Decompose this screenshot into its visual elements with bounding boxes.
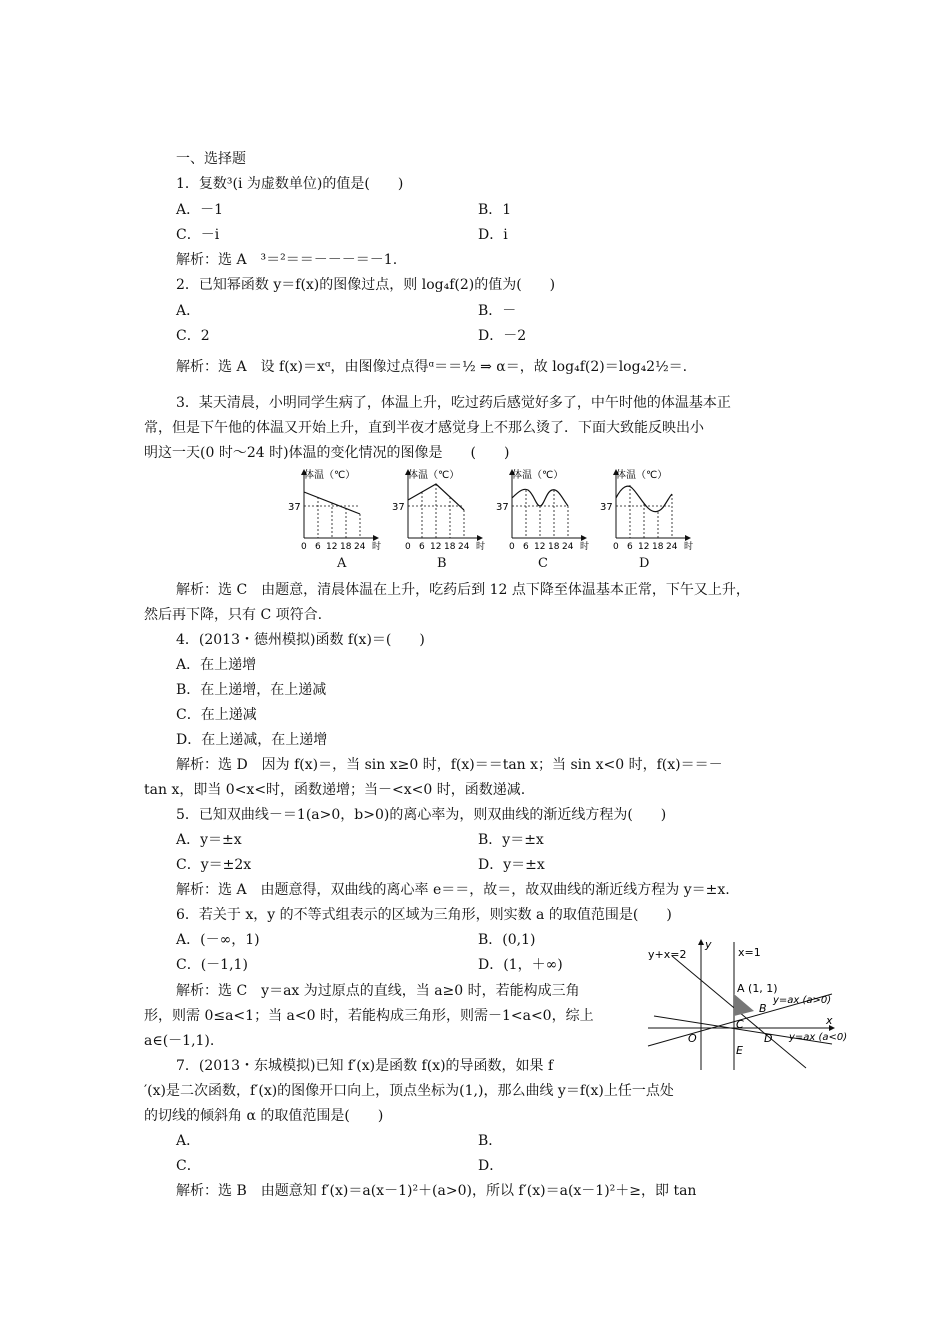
- q3-solution-2: 然后再下降，只有 C 项符合.: [144, 607, 323, 623]
- q1-option-c: C．－i: [176, 227, 220, 243]
- graph-c: [496, 468, 589, 552]
- graph-a-y-tick: 37: [288, 502, 301, 513]
- svg-text:0: 0: [405, 542, 411, 552]
- svg-text:37: 37: [600, 502, 613, 513]
- svg-text:24: 24: [666, 542, 678, 552]
- q6-point-c: C: [736, 1018, 744, 1031]
- svg-text:24: 24: [458, 542, 470, 552]
- q6-option-c: C．(－1,1): [176, 957, 248, 973]
- q4-solution-1: 解析：选 D 因为 f(x)＝，当 sin x≥0 时，f(x)＝＝tan x；当 sin x<0 时，f(x)＝＝－: [176, 757, 723, 773]
- q6-point-e: E: [736, 1044, 743, 1057]
- graph-c-caption: C: [538, 556, 548, 571]
- q5-option-d: D．y＝±x: [478, 857, 545, 873]
- svg-text:24: 24: [562, 542, 574, 552]
- q4-option-a: A．在上递增: [176, 657, 257, 673]
- graph-d-caption: D: [639, 556, 650, 571]
- q3-solution-1: 解析：选 C 由题意，清晨体温在上升，吃药后到 12 点下降至体温基本正常，下午又上升，: [176, 582, 750, 598]
- svg-text:6: 6: [523, 542, 529, 552]
- q7-line-3: 的切线的倾斜角 α 的取值范围是( ): [144, 1108, 384, 1124]
- svg-text:12: 12: [326, 542, 338, 552]
- q6-region-figure: [646, 936, 848, 1072]
- graph-d: [600, 468, 693, 552]
- q2-option-a: A．: [176, 303, 201, 319]
- svg-text:0: 0: [613, 542, 619, 552]
- q4-option-c: C．在上递减: [176, 707, 257, 723]
- svg-text:18: 18: [444, 542, 456, 552]
- q6-solution-1: 解析：选 C y＝ax 为过原点的直线，当 a≥0 时，若能构成三角: [176, 983, 580, 999]
- q6-ray-positive: y=ax (a>0): [773, 995, 832, 1006]
- svg-text:6: 6: [419, 542, 425, 552]
- q5-option-b: B．y＝±x: [478, 832, 544, 848]
- q6-ray-negative: y=ax (a<0): [789, 1032, 848, 1043]
- svg-text:体温（℃）: 体温（℃）: [616, 470, 668, 481]
- q3-line-1: 3．某天清晨，小明同学生病了，体温上升，吃过药后感觉好多了，中午时他的体温基本正: [176, 395, 731, 411]
- graph-b-caption: B: [437, 556, 447, 571]
- svg-text:12: 12: [430, 542, 442, 552]
- graph-b: [392, 468, 485, 552]
- q5-option-c: C．y＝±2x: [176, 857, 252, 873]
- svg-text:18: 18: [548, 542, 560, 552]
- svg-text:12: 12: [534, 542, 546, 552]
- svg-text:时: 时: [580, 542, 590, 552]
- svg-text:18: 18: [340, 542, 352, 552]
- q1-stem: 1．复数³(i 为虚数单位)的值是( ): [176, 176, 404, 192]
- q6-point-d: D: [764, 1032, 773, 1045]
- q2-solution: 解析：选 A 设 f(x)＝xᵅ，由图像过点得ᵅ＝＝½ ⇒ α＝，故 log₄f(2)＝log₄2½＝.: [176, 359, 688, 375]
- svg-text:6: 6: [315, 542, 321, 552]
- svg-text:18: 18: [652, 542, 664, 552]
- q2-option-d: D．－2: [478, 328, 527, 344]
- q4-stem: 4．(2013・德州模拟)函数 f(x)＝( ): [176, 632, 425, 648]
- svg-text:0: 0: [301, 542, 307, 552]
- q6-origin: O: [688, 1032, 697, 1045]
- q7-option-a: A．: [176, 1133, 201, 1149]
- q2-stem: 2．已知幂函数 y＝f(x)的图像过点，则 log₄f(2)的值为( ): [176, 277, 556, 293]
- section-title: 一、选择题: [176, 151, 246, 167]
- q7-option-c: C．: [176, 1158, 201, 1174]
- q1-option-b: B．1: [478, 202, 512, 218]
- svg-text:体温（℃）: 体温（℃）: [512, 470, 564, 481]
- q6-point-b: B: [759, 1002, 767, 1015]
- q6-stem: 6．若关于 x，y 的不等式组表示的区域为三角形，则实数 a 的取值范围是( ): [176, 907, 672, 923]
- q5-stem: 5．已知双曲线－＝1(a>0，b>0)的离心率为，则双曲线的渐近线方程为( ): [176, 807, 667, 823]
- q5-solution: 解析：选 A 由题意得，双曲线的离心率 e＝＝，故＝，故双曲线的渐近线方程为 y＝±x.: [176, 882, 730, 898]
- svg-text:0: 0: [509, 542, 515, 552]
- q6-line-label-1: y+x=2: [648, 948, 687, 961]
- q7-option-d: D．: [478, 1158, 504, 1174]
- q6-axis-y: y: [705, 938, 712, 951]
- q6-solution-2: 形，则需 0≤a<1；当 a<0 时，若能构成三角形，则需－1<a<0，综上: [144, 1008, 594, 1024]
- q3-line-2: 常，但是下午他的体温又开始上升，直到半夜才感觉身上不那么烫了．下面大致能反映出小: [144, 420, 704, 436]
- q2-option-b: B．－: [478, 303, 517, 319]
- q4-option-d: D．在上递减，在上递增: [176, 732, 328, 748]
- q7-solution: 解析：选 B 由题意知 f′(x)＝a(x－1)²＋(a>0)，所以 f′(x)＝a(x－1)²＋≥，即 tan: [176, 1183, 697, 1199]
- q6-line-label-2: x=1: [738, 946, 761, 959]
- svg-text:6: 6: [627, 542, 633, 552]
- q4-solution-2: tan x，即当 0<x<时，函数递增；当－<x<0 时，函数递减.: [144, 782, 526, 798]
- svg-text:37: 37: [392, 502, 405, 513]
- q1-option-d: D．i: [478, 227, 508, 243]
- graph-a-caption: A: [337, 556, 347, 571]
- q6-solution-3: a∈(－1,1).: [144, 1033, 215, 1049]
- q6-point-a: A (1, 1): [737, 982, 778, 995]
- svg-text:24: 24: [354, 542, 366, 552]
- graph-a: [288, 468, 381, 552]
- svg-text:体温（℃）: 体温（℃）: [408, 470, 460, 481]
- q3-line-3: 明这一天(0 时～24 时)体温的变化情况的图像是 ( ): [144, 445, 510, 461]
- svg-text:时: 时: [684, 542, 694, 552]
- svg-text:时: 时: [372, 542, 382, 552]
- svg-text:12: 12: [638, 542, 650, 552]
- q7-line-2: ′(x)是二次函数，f′(x)的图像开口向上，顶点坐标为(1,)，那么曲线 y＝f(x)上任一点处: [144, 1083, 674, 1099]
- svg-text:时: 时: [476, 542, 486, 552]
- q6-option-d: D．(1，＋∞): [478, 957, 563, 973]
- q1-solution: 解析：选 A ³＝²＝＝－－－＝－1.: [176, 252, 398, 268]
- q7-line-1: 7．(2013・东城模拟)已知 f′(x)是函数 f(x)的导函数，如果 f: [176, 1058, 554, 1074]
- q6-option-a: A．(－∞，1): [176, 932, 260, 948]
- q6-option-b: B．(0,1): [478, 932, 536, 948]
- q4-option-b: B．在上递增，在上递减: [176, 682, 327, 698]
- q3-temperature-graphs: [280, 462, 700, 552]
- q1-option-a: A．－1: [176, 202, 224, 218]
- svg-text:37: 37: [496, 502, 509, 513]
- q2-option-c: C．2: [176, 328, 210, 344]
- graph-a-ylabel: 体温（℃）: [304, 470, 356, 481]
- q6-axis-x: x: [826, 1014, 833, 1027]
- q5-option-a: A．y＝±x: [176, 832, 242, 848]
- q7-option-b: B．: [478, 1133, 503, 1149]
